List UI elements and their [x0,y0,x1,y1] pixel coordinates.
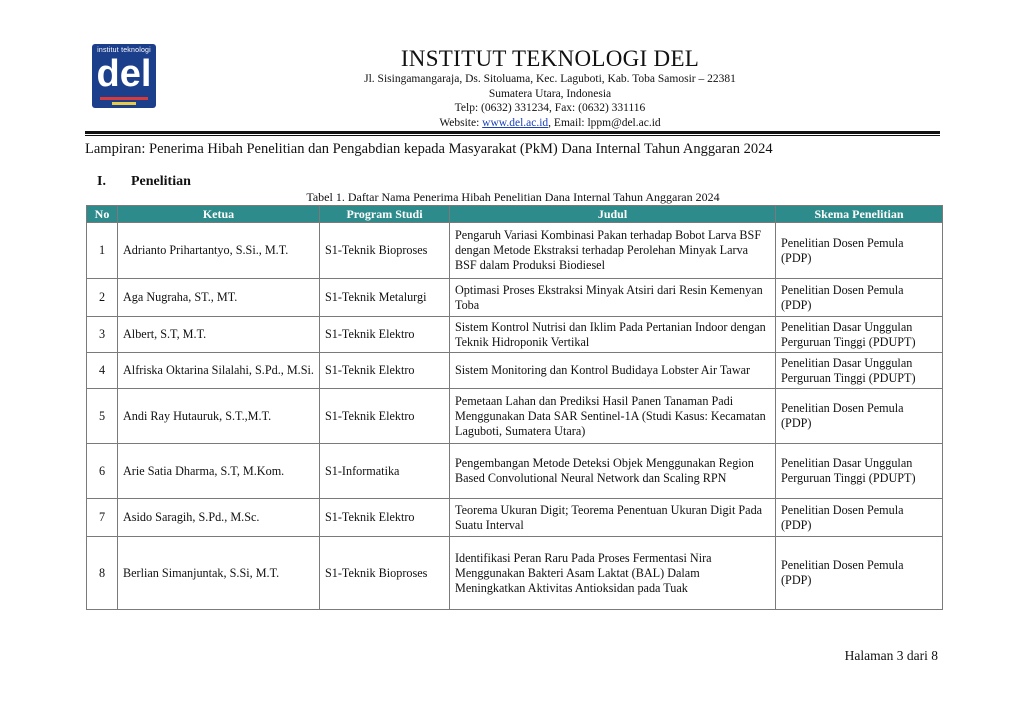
cell-skema: Penelitian Dosen Pemula (PDP) [776,223,943,279]
cell-ketua: Berlian Simanjuntak, S.Si, M.T. [118,537,320,610]
cell-ketua: Andi Ray Hutauruk, S.T.,M.T. [118,389,320,444]
cell-judul: Identifikasi Peran Raru Pada Proses Fermentasi Nira Menggunakan Bakteri Asam Laktat (BAL) Dalam Meningkatkan Aktivitas Antioksidan pada Tuak [450,537,776,610]
cell-judul: Pengaruh Variasi Kombinasi Pakan terhadap Bobot Larva BSF dengan Metode Ekstraksi terhadap Perolehan Minyak Larva BSF dalam Produksi Biodiesel [450,223,776,279]
cell-prodi: S1-Teknik Bioproses [320,223,450,279]
header-no: No [87,206,118,223]
cell-judul: Sistem Monitoring dan Kontrol Budidaya Lobster Air Tawar [450,353,776,389]
cell-skema: Penelitian Dosen Pemula (PDP) [776,389,943,444]
cell-no: 6 [87,444,118,499]
table-row [87,444,943,499]
table-row [87,223,943,279]
table-row [87,279,943,317]
cell-ketua: Albert, S.T, M.T. [118,317,320,353]
logo-word: del [96,53,152,95]
logo-top-text: institut teknologi [97,47,151,54]
header-program-studi: Program Studi [320,206,450,223]
cell-prodi: S1-Teknik Elektro [320,499,450,537]
cell-judul: Optimasi Proses Ekstraksi Minyak Atsiri dari Resin Kemenyan Toba [450,279,776,317]
table-row [87,353,943,389]
cell-prodi: S1-Teknik Elektro [320,317,450,353]
cell-ketua: Aga Nugraha, ST., MT. [118,279,320,317]
cell-prodi: S1-Teknik Bioproses [320,537,450,610]
cell-ketua: Alfriska Oktarina Silalahi, S.Pd., M.Si. [118,353,320,389]
header-rule-thin [85,135,940,136]
cell-no: 3 [87,317,118,353]
logo-stripe-red [100,97,148,100]
email-address: lppm@del.ac.id [587,116,661,129]
cell-no: 5 [87,389,118,444]
cell-skema: Penelitian Dasar Unggulan Perguruan Tinggi (PDUPT) [776,317,943,353]
phone-line: Telp: (0632) 331234, Fax: (0632) 331116 [454,102,646,114]
email-label: , Email: [548,116,588,129]
cell-skema: Penelitian Dosen Pemula (PDP) [776,279,943,317]
institution-logo [92,44,156,108]
table-caption: Tabel 1. Daftar Nama Penerima Hibah Penelitian Dana Internal Tahun Anggaran 2024 [306,190,720,204]
cell-no: 7 [87,499,118,537]
address-line-1: Jl. Sisingamangaraja, Ds. Sitoluama, Kec. Laguboti, Kab. Toba Samosir – 22381 [364,73,736,85]
cell-ketua: Asido Saragih, S.Pd., M.Sc. [118,499,320,537]
cell-no: 8 [87,537,118,610]
cell-no: 4 [87,353,118,389]
website-label: Website: [439,116,483,129]
table-row [87,499,943,537]
cell-ketua: Arie Satia Dharma, S.T, M.Kom. [118,444,320,499]
header-skema: Skema Penelitian [776,206,943,223]
cell-judul: Teorema Ukuran Digit; Teorema Penentuan Ukuran Digit Pada Suatu Interval [450,499,776,537]
cell-no: 2 [87,279,118,317]
cell-skema: Penelitian Dosen Pemula (PDP) [776,537,943,610]
table-row [87,537,943,610]
section-number: I. [97,174,106,189]
cell-skema: Penelitian Dasar Unggulan Perguruan Tinggi (PDUPT) [776,444,943,499]
cell-skema: Penelitian Dasar Unggulan Perguruan Tinggi (PDUPT) [776,353,943,389]
header-ketua: Ketua [118,206,320,223]
table-row [87,389,943,444]
header-rule-thick [85,131,940,134]
cell-ketua: Adrianto Prihartantyo, S.Si., M.T. [118,223,320,279]
logo-stripe-yellow [112,102,136,105]
attachment-title: Lampiran: Penerima Hibah Penelitian dan Pengabdian kepada Masyarakat (PkM) Dana Internal Tahun Anggaran 2024 [85,141,773,157]
page-number: Halaman 3 dari 8 [844,648,938,663]
header-judul: Judul [450,206,776,223]
cell-skema: Penelitian Dosen Pemula (PDP) [776,499,943,537]
cell-no: 1 [87,223,118,279]
website-link[interactable]: www.del.ac.id [482,116,549,129]
contact-line [170,116,930,131]
letterhead [170,46,930,130]
address-line-2: Sumatera Utara, Indonesia [488,87,612,100]
cell-prodi: S1-Teknik Metalurgi [320,279,450,317]
table-row [87,317,943,353]
institution-name: INSTITUT TEKNOLOGI DEL [400,46,700,71]
section-title: Penelitian [131,174,191,189]
cell-prodi: S1-Teknik Elektro [320,353,450,389]
cell-prodi: S1-Teknik Elektro [320,389,450,444]
recipients-table [86,205,943,610]
cell-prodi: S1-Informatika [320,444,450,499]
cell-judul: Sistem Kontrol Nutrisi dan Iklim Pada Pertanian Indoor dengan Teknik Hidroponik Vertikal [450,317,776,353]
cell-judul: Pemetaan Lahan dan Prediksi Hasil Panen Tanaman Padi Menggunakan Data SAR Sentinel-1A (Studi Kasus: Kecamatan Laguboti, Sumatera Utara) [450,389,776,444]
cell-judul: Pengembangan Metode Deteksi Objek Menggunakan Region Based Convolutional Neural Network dan Scaling RPN [450,444,776,499]
table-header-row [87,206,943,223]
